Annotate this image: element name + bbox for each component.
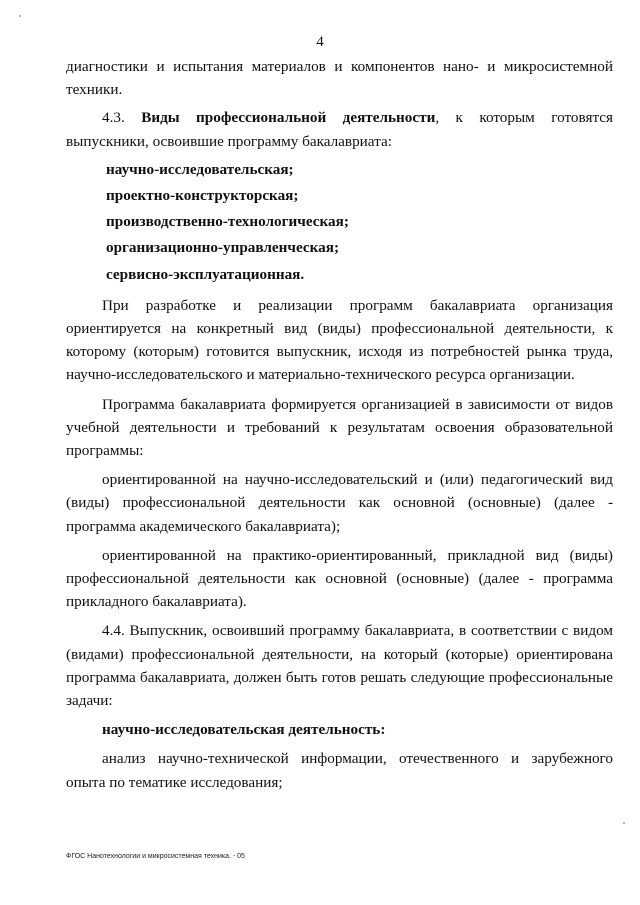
paragraph-analysis: анализ научно-технической информации, отечественного и зарубежного опыта по тематике исследования; — [66, 750, 613, 791]
activity-type-item: сервисно-эксплуатационная. — [106, 265, 305, 283]
research-heading: научно-исследовательская деятельность: — [102, 721, 386, 739]
activity-type-item: научно-исследовательская; — [106, 160, 294, 178]
paragraph-academic: ориентированной на научно-исследовательский и (или) педагогический вид (виды) профессиональной деятельности как основной (основные) (далее - программа академического бакалавриата); — [66, 471, 613, 535]
activity-type-item: проектно-конструкторская; — [106, 187, 299, 205]
paragraph-formation: Программа бакалавриата формируется организацией в зависимости от видов учебной деятельности и требований к результатам освоения образовательной программы: — [66, 395, 613, 460]
paragraph-orientation: При разработке и реализации программ бакалавриата организация ориентируется на конкретный вид (виды) профессиональной деятельности, к которому (которым) готовится выпускник, исходя из потребностей рынка труда, научно-исследовательского и материально-технического ресурса организации. — [66, 296, 613, 384]
activity-type-item: организационно-управленческая; — [106, 239, 339, 257]
section-4-4: 4.4. Выпускник, освоивший программу бакалавриата, в соответствии с видом (видами) профессиональной деятельности, на который (которые) ориентирована программа бакалавриата, должен быть готов решать следующие профессиональные задачи: — [66, 622, 613, 710]
section-4-3-number: 4.3. — [102, 109, 142, 127]
activity-types-list — [66, 157, 613, 288]
footer-text: ФГОС Нанотехнологии и микросистемная техника. - 05 — [66, 853, 245, 860]
paragraph-applied: ориентированной на практико-ориентированный, прикладной вид (виды) профессиональной деятельности как основной (основные) (далее - программа прикладного бакалавриата). — [66, 546, 613, 611]
section-4-3-bold-lead: Виды профессиональной деятельности — [141, 109, 436, 127]
paragraph-continuation: диагностики и испытания материалов и компонентов нано- и микросистемной техники. — [66, 58, 613, 99]
scan-speck — [623, 822, 625, 824]
section-4-3-rest: , к которым готовятся выпускники, освоившие программу бакалавриата: — [66, 109, 613, 150]
scan-speck — [19, 15, 21, 17]
activity-type-item: производственно-технологическая; — [106, 213, 349, 231]
section-4-3 — [66, 106, 613, 152]
document-body — [66, 55, 613, 794]
page-number: 4 — [316, 34, 324, 50]
